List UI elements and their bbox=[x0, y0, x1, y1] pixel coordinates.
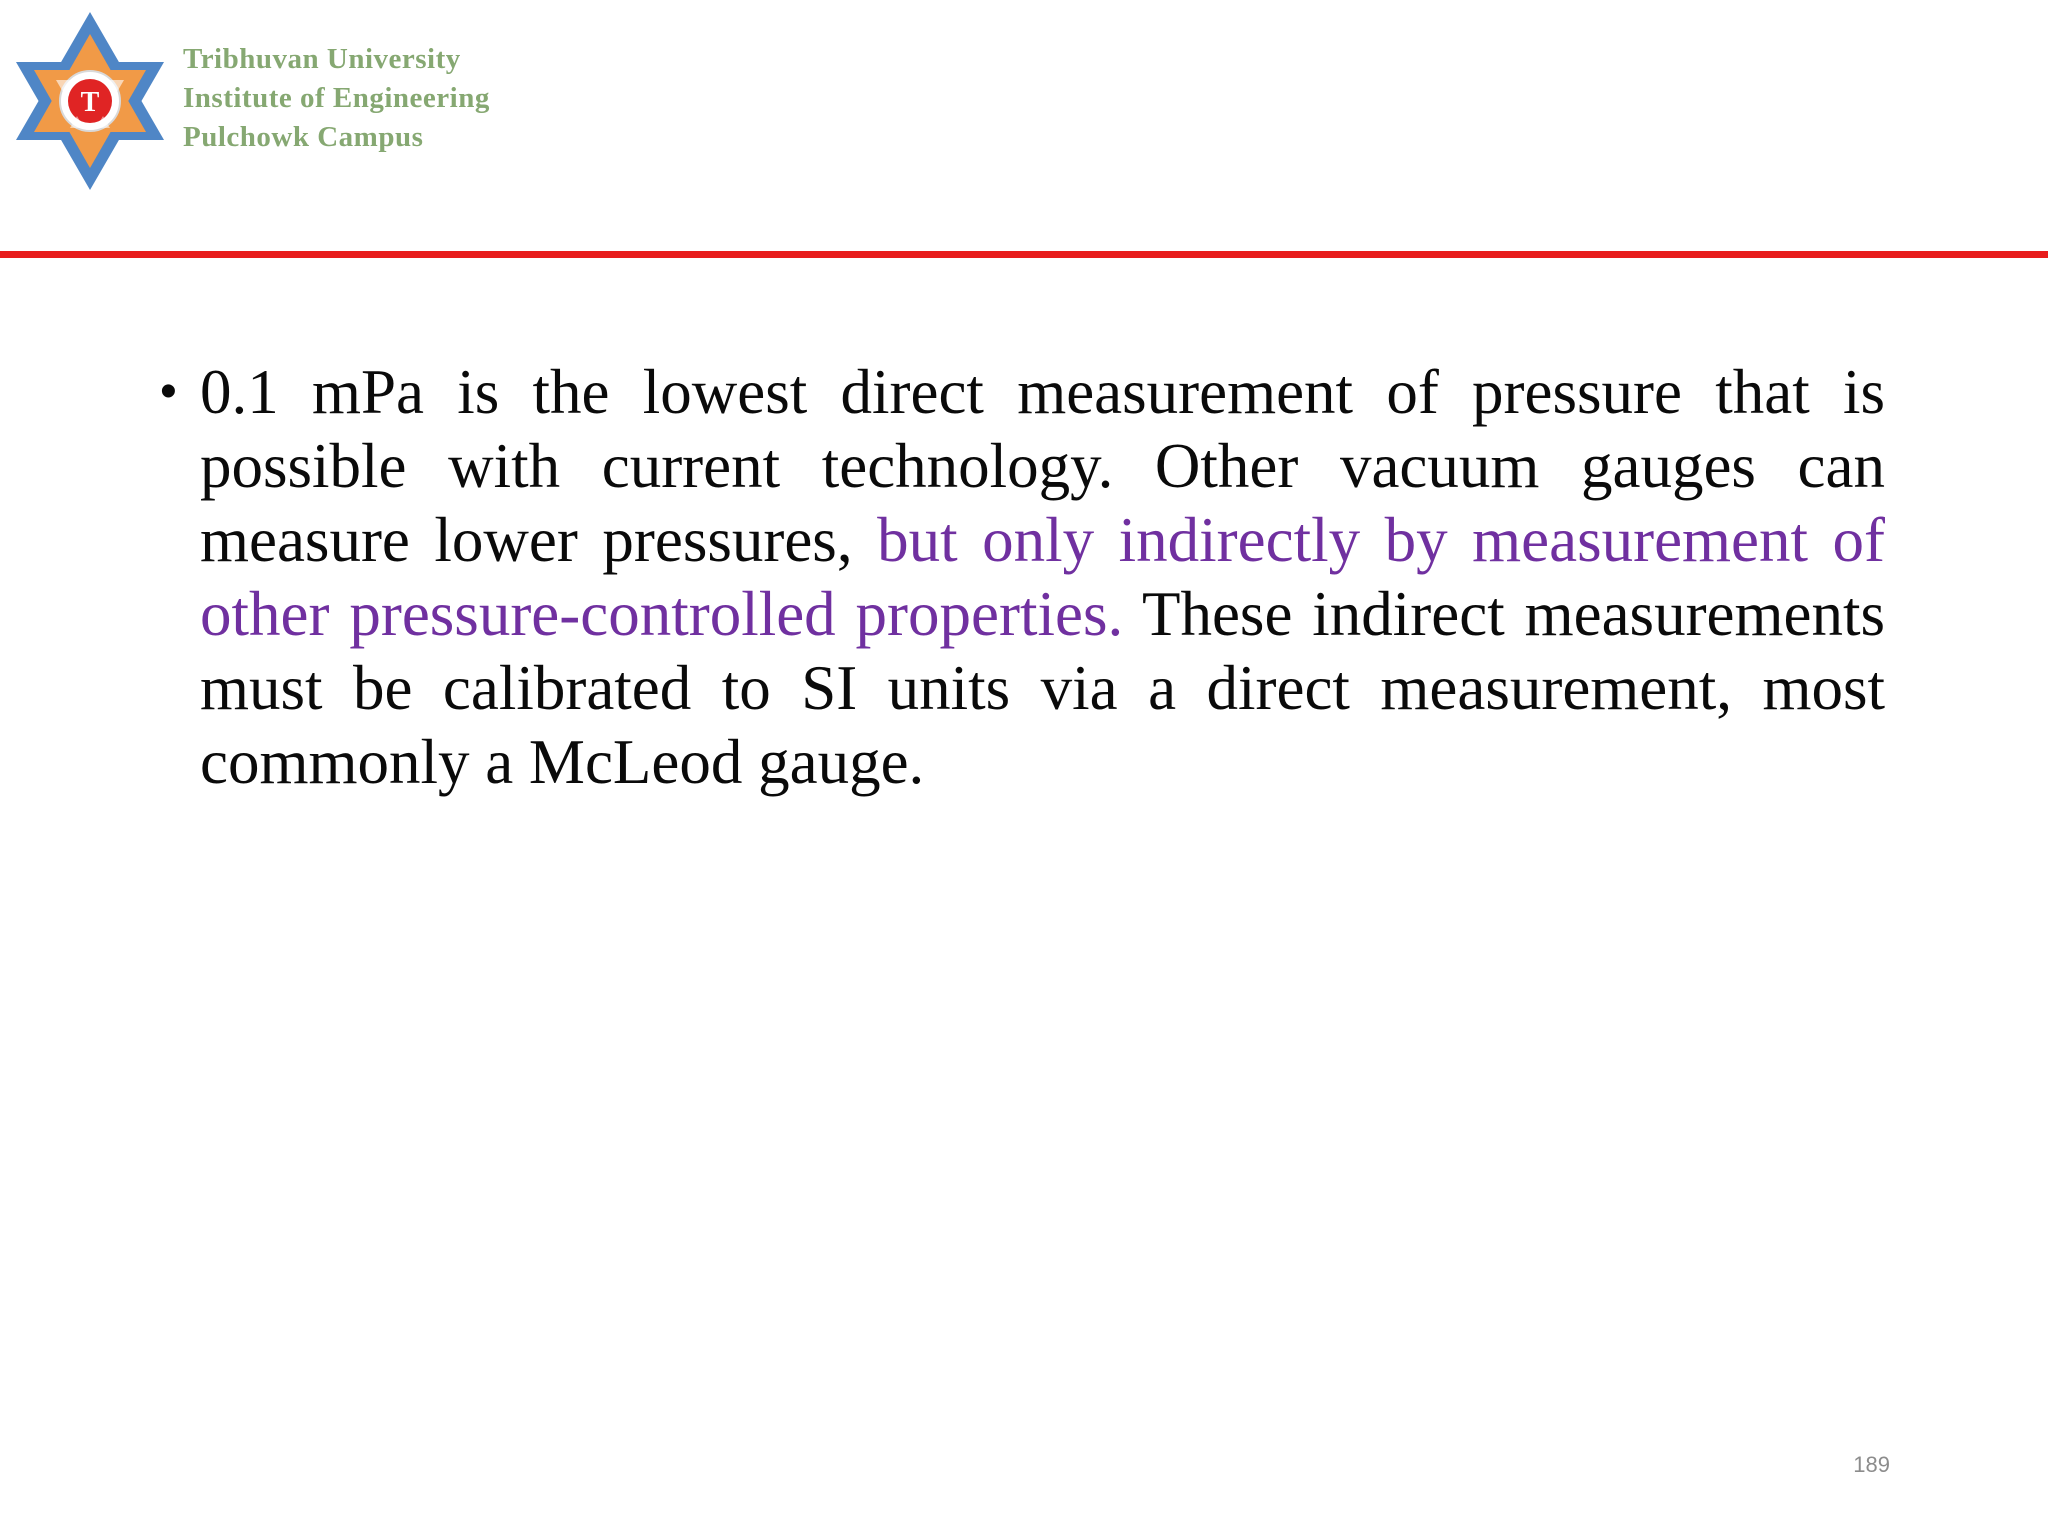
institution-name bbox=[183, 40, 603, 157]
header-divider bbox=[0, 251, 2048, 258]
bullet-text-part2: These indirect measurements must be calibrated to SI units via a direct measurement, most commonly a McLeod gauge. bbox=[200, 579, 1885, 797]
bullet-point bbox=[160, 355, 1885, 799]
bullet-icon: • bbox=[160, 365, 177, 418]
bullet-text-part1: 0.1 mPa is the lowest direct measurement of pressure that is possible with current technology. Other vacuum gauges can measure lower pressures, bbox=[200, 357, 1885, 575]
page-number: 189 bbox=[1853, 1452, 1890, 1477]
logo-line-institute: Institute of Engineering bbox=[183, 82, 490, 114]
slide-content bbox=[160, 355, 1885, 799]
svg-text:T: T bbox=[80, 87, 100, 118]
logo-line-university: Tribhuvan University bbox=[183, 43, 461, 75]
slide-header bbox=[0, 0, 2048, 252]
bullet-text-highlight: but only indirectly by measurement of other pressure-controlled properties. bbox=[200, 505, 1886, 649]
logo-line-campus: Pulchowk Campus bbox=[183, 121, 424, 153]
university-emblem-icon bbox=[10, 10, 170, 192]
